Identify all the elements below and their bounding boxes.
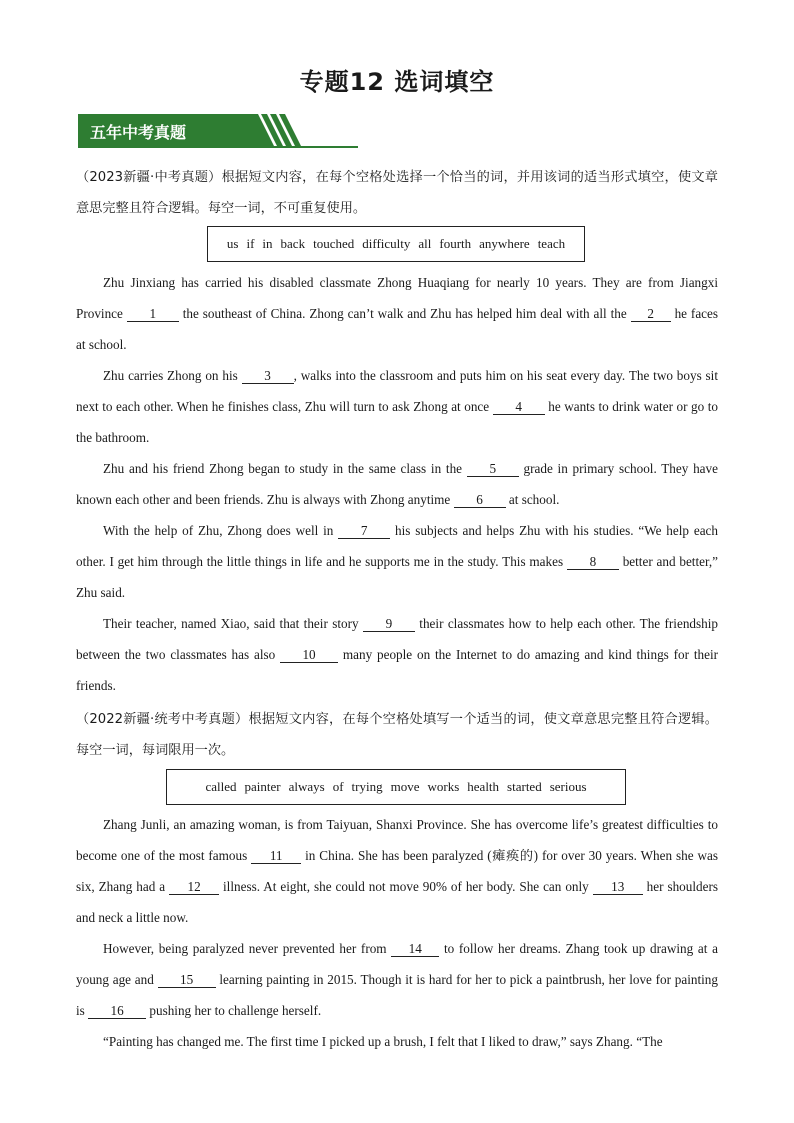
blank-10[interactable]: 10 (280, 647, 338, 663)
blank-2[interactable]: 2 (631, 306, 671, 322)
banner-label: 五年中考真题 (90, 123, 187, 142)
word-bank-box-2 (166, 769, 626, 805)
word-bank-item: health (467, 779, 500, 794)
banner-underline (78, 146, 358, 148)
blank-12[interactable]: 12 (169, 879, 219, 895)
blank-9[interactable]: 9 (363, 616, 415, 632)
word-bank-item: us (226, 236, 239, 251)
page-title: 专题12 选词填空 (299, 68, 495, 96)
part1-instruction: （2023新疆·中考真题）根据短文内容，在每个空格处选择一个恰当的词，并用该词的适当形式填空，使文章意思完整且符合逻辑。每空一词，不可重复使用。 (76, 170, 718, 216)
word-bank-item: called (205, 779, 237, 794)
part2-instruction: （2022新疆·统考中考真题）根据短文内容，在每个空格处填写一个适当的词，使文章意思完整且符合逻辑。每空一词，每词限用一次。 (76, 712, 718, 758)
word-bank-item: anywhere (479, 236, 530, 251)
word-bank-item: fourth (439, 236, 472, 251)
blank-15[interactable]: 15 (158, 972, 216, 988)
paragraph: Zhu carries Zhong on his 3 , walks into the classroom and puts him on his seat every day. The two boys sit next to each other. When he finishes class, Zhu will turn to ask Zhong at once 4 he wants to drink water or go to the bathroom. (76, 368, 718, 445)
word-bank-item: painter (244, 779, 281, 794)
paragraph: Zhu Jinxiang has carried his disabled classmate Zhong Huaqiang for nearly 10 years. They are from Jiangxi Province 1 the southeast of China. Zhong can’t walk and Zhu has helped him deal with all the 2 he faces at school. (76, 275, 719, 352)
passage-1 (76, 267, 718, 701)
word-bank-item: move (390, 779, 420, 794)
word-bank-item: started (507, 779, 542, 794)
blank-4[interactable]: 4 (493, 399, 545, 415)
word-bank-item: trying (351, 779, 383, 794)
blank-8[interactable]: 8 (567, 554, 619, 570)
paragraph: With the help of Zhu, Zhong does well in 7 his subjects and helps Zhu with his studies. “We help each other. I get him through the little things in life and he supports me in the study. This makes 8 better and better,” Zhu said. (76, 523, 718, 600)
word-bank-item: in (262, 236, 273, 251)
blank-5[interactable]: 5 (467, 461, 519, 477)
paragraph: Their teacher, named Xiao, said that their story 9 their classmates how to help each other. The friendship between the two classmates has also 10 many people on the Internet to do amazing and kind things for their friends. (76, 616, 719, 693)
blank-11[interactable]: 11 (251, 848, 301, 864)
word-bank-item: all (418, 236, 432, 251)
blank-6[interactable]: 6 (454, 492, 506, 508)
blank-3[interactable]: 3 (242, 368, 294, 384)
word-bank-item: if (246, 236, 255, 251)
word-bank-item: difficulty (362, 236, 411, 251)
word-bank-item: of (332, 779, 344, 794)
section-banner (78, 114, 358, 148)
word-bank-item: serious (549, 779, 587, 794)
word-bank-item: touched (313, 236, 355, 251)
word-bank-item: back (280, 236, 306, 251)
word-bank-box-1 (207, 226, 585, 262)
blank-7[interactable]: 7 (338, 523, 390, 539)
paragraph: “Painting has changed me. The first time I picked up a brush, I felt that I liked to draw,” says Zhang. “The (103, 1034, 663, 1049)
blank-16[interactable]: 16 (88, 1003, 146, 1019)
word-bank-item: works (427, 779, 460, 794)
blank-1[interactable]: 1 (127, 306, 179, 322)
paragraph: Zhu and his friend Zhong began to study in the same class in the 5 grade in primary school. They have known each other and been friends. Zhu is always with Zhong anytime 6 at school. (76, 461, 718, 507)
word-bank-item: always (288, 779, 325, 794)
blank-14[interactable]: 14 (391, 941, 439, 957)
word-bank-item: teach (537, 236, 566, 251)
paragraph: Zhang Junli, an amazing woman, is from Taiyuan, Shanxi Province. She has overcome life’s greatest difficulties to become one of the most famous 11 in China. She has been paralyzed (瘫痪的) for over 30 years. When she was six, Zhang had a 12 illness. At eight, she could not move 90% of her body. She can only 13 her shoulders and neck a little now. (76, 817, 718, 925)
paragraph: However, being paralyzed never prevented her from 14 to follow her dreams. Zhang took up drawing at a young age and 15 learning painting in 2015. Though it is hard for her to pick a paintbrush, her love for painting is 16 pushing her to challenge herself. (76, 941, 718, 1018)
blank-13[interactable]: 13 (593, 879, 643, 895)
passage-2 (76, 809, 718, 1057)
